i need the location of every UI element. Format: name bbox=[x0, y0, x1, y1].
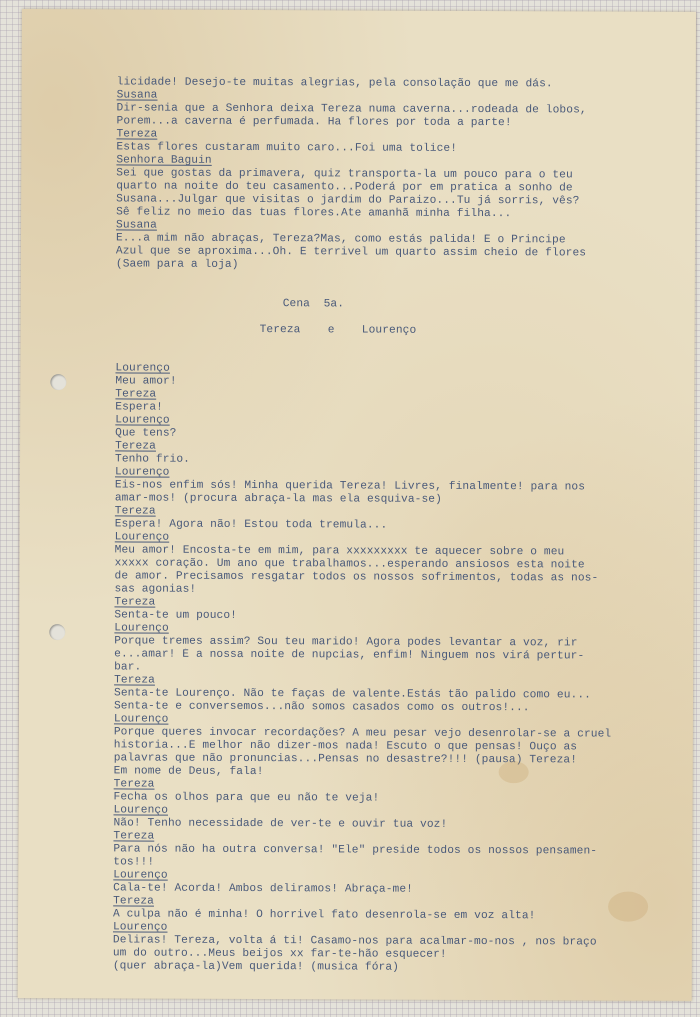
dialogue-line: Tenho frio. bbox=[115, 453, 191, 466]
dialogue-line: Sei que gostas da primavera, quiz transporta-la um pouco para o teu bbox=[116, 167, 573, 182]
dialogue-line: tos!!! bbox=[113, 856, 155, 869]
scene-5-dialogue bbox=[113, 362, 675, 975]
dialogue-line: Fecha os olhos para que eu não te veja! bbox=[113, 791, 380, 805]
speaker-name: Tereza bbox=[115, 388, 157, 401]
typewritten-page bbox=[18, 9, 696, 1001]
speaker-name: Lourenço bbox=[115, 362, 170, 375]
dialogue-line: (quer abraça-la)Vem querida! (musica fóra) bbox=[112, 960, 400, 974]
dialogue-line: Que tens? bbox=[115, 427, 177, 440]
dialogue-line: Dir-senia que a Senhora deixa Tereza numa caverna...rodeada de lobos, bbox=[116, 102, 587, 117]
scene-characters: Tereza e Lourenço bbox=[259, 324, 417, 337]
script-text bbox=[113, 76, 676, 975]
dialogue-line: de amor. Precisamos resgatar todos os nossos sofrimentos, todas as nos- bbox=[114, 570, 599, 585]
speaker-name: Tereza bbox=[113, 778, 155, 791]
speaker-name: Tereza bbox=[114, 674, 155, 687]
dialogue-line: amar-mos! (procura abraça-la mas ela esquiva-se) bbox=[114, 492, 442, 506]
dialogue-line: um do outro...Meus beijos xx far-te-hão esquecer! bbox=[112, 947, 447, 961]
dialogue-line: Em nome de Deus, fala! bbox=[113, 765, 264, 779]
punch-hole bbox=[49, 624, 65, 640]
speaker-name: Lourenço bbox=[114, 531, 170, 544]
punch-hole bbox=[50, 374, 66, 390]
dialogue-line: Meu amor! Encosta-te em mim, para xxxxxxxxx te aquecer sobre o meu bbox=[114, 544, 565, 559]
speaker-name: Tereza bbox=[114, 505, 156, 518]
speaker-name: Susana bbox=[116, 89, 158, 102]
scene-title: Cena 5a. bbox=[282, 298, 345, 311]
dialogue-line: Senta-te Lourenço. Não te faças de valente.Estás tão palido como eu... bbox=[113, 687, 591, 702]
speaker-name: Tereza bbox=[114, 596, 156, 609]
speaker-name: Tereza bbox=[113, 830, 155, 843]
speaker-name: Tereza bbox=[116, 128, 158, 141]
scene-4-ending bbox=[116, 76, 676, 273]
dialogue-line: Espera! Agora não! Estou toda tremula... bbox=[114, 518, 388, 532]
speaker-name: Susana bbox=[116, 219, 157, 232]
speaker-name: Lourenço bbox=[113, 804, 169, 817]
speaker-name: Lourenço bbox=[114, 466, 170, 479]
dialogue-line: Para nós não ha outra conversa! "Ele" preside todos os nossos pensamen- bbox=[113, 843, 598, 858]
dialogue-line: Eis-nos enfim sós! Minha querida Tereza! Livres, finalmente! para nos bbox=[114, 479, 586, 494]
dialogue-line: xxxxx coração. Um ano que trabalhamos...esperando ansiosos esta noite bbox=[114, 557, 585, 572]
dialogue-line: bar. bbox=[114, 661, 142, 674]
dialogue-line: Cala-te! Acorda! Ambos deliramos! Abraça-me! bbox=[113, 882, 413, 896]
dialogue-line: Susana...Julgar que visitas o jardim do Paraizo...Tu já sorris, vês? bbox=[116, 193, 580, 208]
stain bbox=[499, 761, 529, 783]
speaker-name: Lourenço bbox=[112, 921, 168, 934]
dialogue-line: e...amar! É a nossa noite de nupcias, enfim! Ninguem nos virá pertur- bbox=[114, 648, 585, 663]
dialogue-line: historia...É melhor não dizer-mos nada! Escuto o que pensas! Ouço as bbox=[113, 739, 578, 754]
dialogue-line: sas agonias! bbox=[114, 583, 197, 596]
dialogue-line: A culpa não é minha! O horrivel fato desenrola-se em voz alta! bbox=[113, 908, 536, 923]
dialogue-line: Não! Tenho necessidade de ver-te e ouvir tua voz! bbox=[113, 817, 448, 831]
dialogue-line: Senta-te e conversemos...não somos casados como os outros!... bbox=[113, 700, 530, 715]
dialogue-line: Deliras! Tereza, volta á ti! Casamo-nos para acalmar-mo-nos , nos braço bbox=[112, 934, 597, 949]
dialogue-line: Sê feliz no meio das tuas flores.Ate amanhã minha filha... bbox=[116, 206, 512, 221]
speaker-name: Lourenço bbox=[115, 414, 170, 427]
dialogue-line: quarto na noite do teu casamento...Poderá por em pratica a sonho de bbox=[116, 180, 573, 195]
dialogue-line: Espera! bbox=[115, 401, 163, 414]
stain bbox=[608, 892, 648, 922]
speaker-name: Lourenço bbox=[113, 869, 168, 882]
dialogue-line: Meu amor! bbox=[115, 375, 177, 388]
dialogue-line: Estas flores custaram muito caro...Foi uma tolice! bbox=[116, 141, 458, 155]
dialogue-line: Senta-te um pouco! bbox=[114, 609, 238, 622]
speaker-name: Senhora Baguin bbox=[116, 154, 212, 167]
dialogue-line: Porque queres invocar recordações? A meu pesar vejo desenrolar-se a cruel bbox=[113, 726, 612, 741]
dialogue-line: (Saem para a loja) bbox=[115, 258, 239, 271]
dialogue-line: licidade! Desejo-te muitas alegrias, pela consolação que me dás. bbox=[116, 76, 553, 91]
speaker-name: Tereza bbox=[113, 895, 155, 908]
speaker-name: Lourenço bbox=[113, 713, 169, 726]
dialogue-line: Porem...a caverna é perfumada. Ha flores por toda a parte! bbox=[116, 115, 512, 130]
dialogue-line: E...a mim não abraças, Tereza?Mas, como estás palida! É o Principe bbox=[115, 232, 566, 247]
dialogue-line: palavras que não pronuncias...Pensas no desastre?!!! (pausa) Tereza! bbox=[113, 752, 578, 767]
dialogue-line: Azul que se aproxima...Oh. É terrivel um quarto assim cheio de flores bbox=[115, 245, 587, 260]
dialogue-line: Porque tremes assim? Sou teu marido! Agora podes levantar a voz, rir bbox=[114, 635, 578, 650]
speaker-name: Lourenço bbox=[114, 622, 169, 635]
speaker-name: Tereza bbox=[115, 440, 157, 453]
